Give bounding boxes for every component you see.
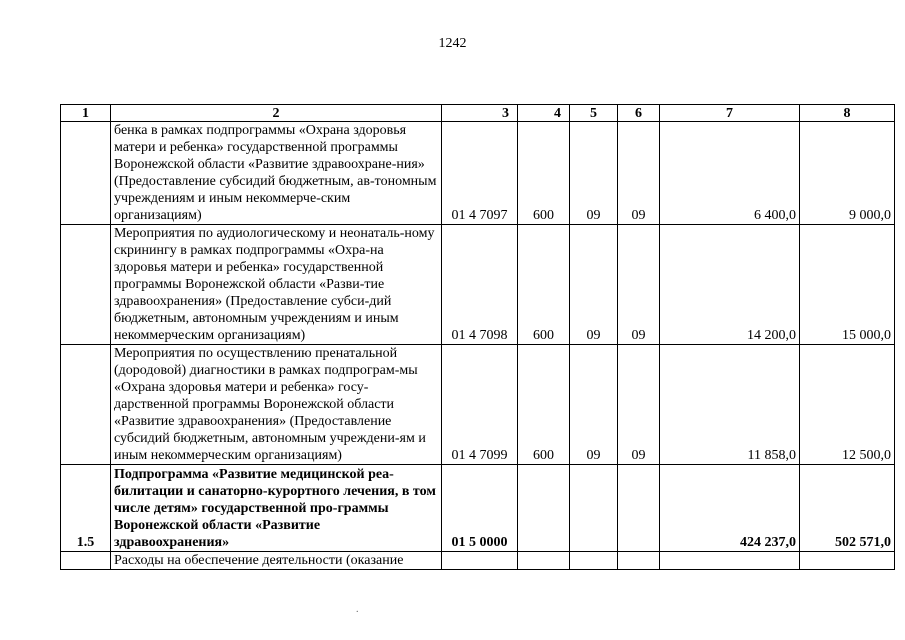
header-col-5: 5 [570,105,618,122]
header-col-3: 3 [442,105,518,122]
row-amount-1: 14 200,0 [660,225,800,345]
table-row-subprogram [61,465,895,552]
table-row [61,345,895,465]
row-number [61,345,111,465]
row-number [61,552,111,570]
table-row [61,122,895,225]
row-amount-1 [660,552,800,570]
row-pr: 09 [618,122,660,225]
row-code [442,552,518,570]
row-description: Мероприятия по осуществлению пренатальной (дородовой) диагностики в рамках подпрограм-мы «Охрана здоровья матери и ребенка» госу-дарственной программы Воронежской области «Развитие здравоохранения» (Предоставление субсидий бюджетным, автономным учреждени-ям и иным некоммерческим организациям) [111,345,442,465]
header-col-1: 1 [61,105,111,122]
page-number: 1242 [438,36,467,51]
row-amount-1: 6 400,0 [660,122,800,225]
row-amount-1: 11 858,0 [660,345,800,465]
row-number: 1.5 [61,465,111,552]
row-code: 01 4 7097 [442,122,518,225]
row-description: Подпрограмма «Развитие медицинской реа-билитации и санаторно-курортного лечения, в том числе детям» государственной про-граммы Воронежской области «Развитие здравоохранения» [111,465,442,552]
budget-table [60,104,895,570]
row-code: 01 4 7099 [442,345,518,465]
table-row [61,552,895,570]
row-description: бенка в рамках подпрограммы «Охрана здоровья матери и ребенка» государственной программы Воронежской области «Развитие здравоохране-ния» (Предоставление субсидий бюджетным, ав-тономным учреждениям и иным некоммерче-ским организациям) [111,122,442,225]
row-vr [518,552,570,570]
row-amount-2: 15 000,0 [800,225,895,345]
row-amount-2: 9 000,0 [800,122,895,225]
row-amount-2: 12 500,0 [800,345,895,465]
row-rz: 09 [570,122,618,225]
row-rz [570,465,618,552]
row-number [61,122,111,225]
row-amount-2: 502 571,0 [800,465,895,552]
row-vr: 600 [518,345,570,465]
row-vr: 600 [518,122,570,225]
row-pr: 09 [618,225,660,345]
row-number [61,225,111,345]
header-col-4: 4 [518,105,570,122]
scan-speck: . [356,604,359,615]
row-code: 01 4 7098 [442,225,518,345]
row-vr: 600 [518,225,570,345]
row-pr [618,465,660,552]
row-pr [618,552,660,570]
row-pr: 09 [618,345,660,465]
header-row [61,105,895,122]
table-row [61,225,895,345]
row-description: Расходы на обеспечение деятельности (оказание [111,552,442,570]
header-col-7: 7 [660,105,800,122]
header-col-8: 8 [800,105,895,122]
row-description: Мероприятия по аудиологическому и неонаталь-ному скринингу в рамках подпрограммы «Охра-на здоровья матери и ребенка» государственной программы Воронежской области «Разви-тие здравоохранения» (Предоставление субси-дий бюджетным, автономным учреждениям и иным некоммерческим организациям) [111,225,442,345]
row-amount-2 [800,552,895,570]
header-col-6: 6 [618,105,660,122]
header-col-2: 2 [111,105,442,122]
row-rz: 09 [570,225,618,345]
row-amount-1: 424 237,0 [660,465,800,552]
row-rz: 09 [570,345,618,465]
row-code: 01 5 0000 [442,465,518,552]
row-vr [518,465,570,552]
row-rz [570,552,618,570]
